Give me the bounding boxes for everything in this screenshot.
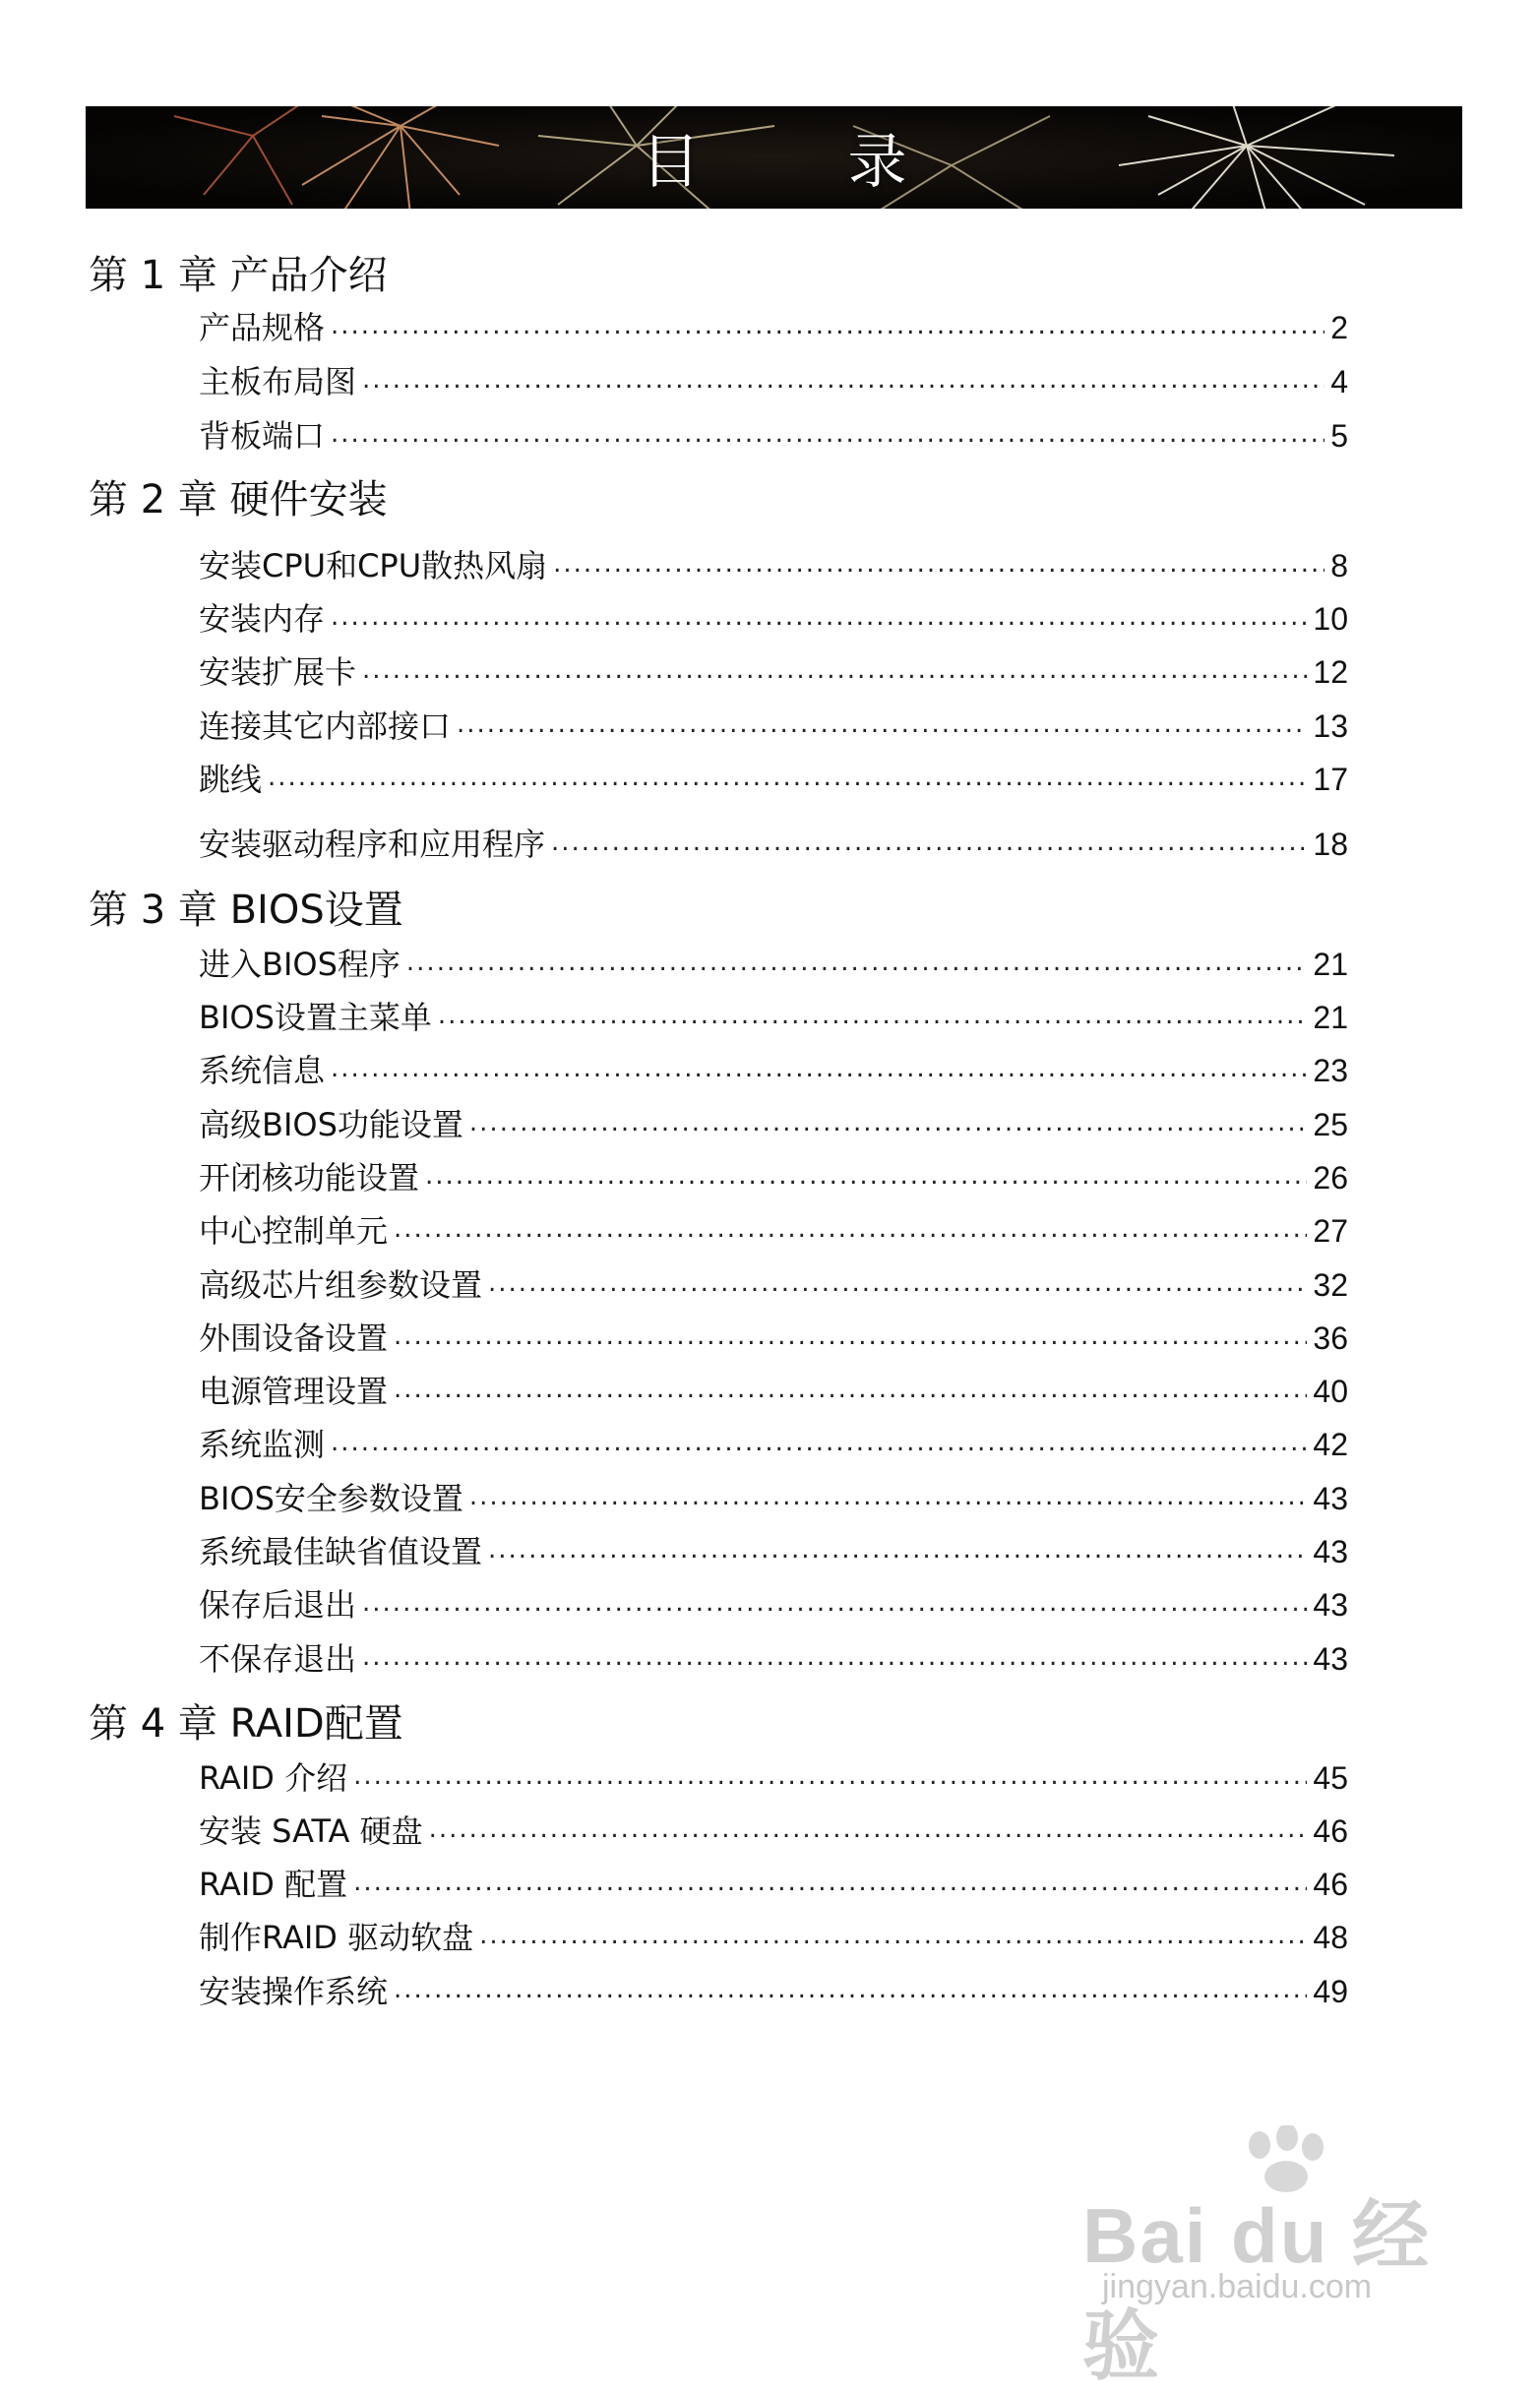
- baidu-jingyan-watermark: [1082, 2125, 1476, 2389]
- toc-entry[interactable]: [199, 1527, 1348, 1572]
- chapter-heading: 第 4 章 RAID配置: [89, 1701, 403, 1747]
- dot-leader: [551, 824, 1307, 855]
- toc-entry-label: BIOS设置主菜单: [199, 999, 432, 1036]
- toc-page-number: 36: [1313, 1320, 1348, 1356]
- toc-entry-label: 开闭核功能设置: [199, 1159, 420, 1197]
- toc-entry-label: 系统最佳缺省值设置: [199, 1533, 483, 1570]
- toc-page-number: 42: [1313, 1427, 1348, 1462]
- toc-entry-label: 中心控制单元: [199, 1212, 389, 1250]
- watermark-url: jingyan.baidu.com: [1102, 2268, 1373, 2305]
- toc-entry[interactable]: [199, 1967, 1348, 2012]
- toc-entry-label: 进入BIOS程序: [199, 946, 400, 983]
- dot-leader: [362, 1638, 1307, 1670]
- toc-page-number: 27: [1313, 1213, 1348, 1249]
- toc-entry-label: 安装操作系统: [199, 1973, 389, 2010]
- toc-entry-label: 跳线: [199, 761, 263, 798]
- toc-page-number: 8: [1330, 548, 1348, 583]
- toc-entry[interactable]: [199, 1634, 1348, 1680]
- toc-page-number: 49: [1313, 1974, 1348, 2009]
- toc-entry-label: 外围设备设置: [199, 1320, 389, 1357]
- dot-leader: [331, 1424, 1307, 1455]
- toc-page-number: 43: [1313, 1641, 1348, 1677]
- dot-leader: [331, 415, 1324, 447]
- toc-entry[interactable]: [199, 1260, 1348, 1306]
- toc-entry[interactable]: [199, 594, 1348, 640]
- toc-entry-label: 保存后退出: [199, 1586, 357, 1624]
- dot-leader: [331, 1050, 1307, 1081]
- toc-page-number: 23: [1313, 1053, 1348, 1088]
- toc-entry-label: 系统信息: [199, 1052, 326, 1089]
- toc-entry-label: 安装 SATA 硬盘: [199, 1812, 423, 1850]
- toc-entry[interactable]: [199, 1314, 1348, 1359]
- toc-entry[interactable]: [199, 647, 1348, 693]
- dot-leader: [353, 1864, 1307, 1895]
- chapter-heading: 第 3 章 BIOS设置: [89, 888, 403, 933]
- dot-leader: [406, 944, 1308, 975]
- dot-leader: [457, 706, 1307, 737]
- toc-page-number: 43: [1313, 1481, 1348, 1516]
- toc-entry[interactable]: [199, 940, 1348, 985]
- dot-leader: [438, 997, 1308, 1028]
- toc-entry[interactable]: [199, 1753, 1348, 1799]
- toc-page-number: 25: [1313, 1107, 1348, 1142]
- chapter-heading: 第 2 章 硬件安装: [89, 477, 388, 522]
- title-char-right: 录: [847, 128, 907, 197]
- toc-entry-label: 不保存退出: [199, 1640, 357, 1678]
- toc-page-number: 4: [1330, 364, 1348, 399]
- dot-leader: [268, 759, 1307, 790]
- watermark-brand: Bai du 经验: [1082, 2192, 1432, 2389]
- toc-entry[interactable]: [199, 1474, 1348, 1519]
- toc-entry-label: RAID 介绍: [199, 1759, 348, 1797]
- toc-page-number: 12: [1313, 654, 1348, 690]
- page-title: [86, 106, 1462, 209]
- toc-entry[interactable]: [199, 1367, 1348, 1412]
- toc-page-number: 18: [1313, 827, 1348, 862]
- toc-entry-label: 高级芯片组参数设置: [199, 1266, 483, 1304]
- toc-entry-label: 系统监测: [199, 1426, 326, 1463]
- dot-leader: [553, 545, 1324, 577]
- toc-entry[interactable]: [199, 1420, 1348, 1465]
- toc-entry-label: 连接其它内部接口: [199, 707, 452, 745]
- dot-leader: [394, 1318, 1307, 1349]
- toc-entry[interactable]: [199, 357, 1348, 402]
- dot-leader: [488, 1264, 1307, 1296]
- toc-entry-label: 安装扩展卡: [199, 653, 357, 691]
- toc-page-number: 2: [1330, 310, 1348, 345]
- toc-entry[interactable]: [199, 755, 1348, 800]
- toc-page-number: 46: [1313, 1867, 1348, 1902]
- toc-entry-label: 电源管理设置: [199, 1373, 389, 1410]
- toc-page-number: 21: [1313, 947, 1348, 982]
- toc-page-number: 46: [1313, 1813, 1348, 1849]
- toc-entry-label: 制作RAID 驱动软盘: [199, 1919, 474, 1956]
- toc-page-number: 32: [1313, 1267, 1348, 1303]
- toc-entry[interactable]: [199, 303, 1348, 348]
- toc-entry[interactable]: [199, 1807, 1348, 1852]
- toc-entry[interactable]: [199, 1860, 1348, 1905]
- dot-leader: [353, 1757, 1307, 1789]
- toc-entry[interactable]: [199, 993, 1348, 1038]
- toc-entry[interactable]: [199, 411, 1348, 457]
- dot-leader: [469, 1478, 1308, 1509]
- chapter-heading: 第 1 章 产品介绍: [89, 253, 388, 298]
- dot-leader: [362, 361, 1324, 393]
- toc-entry[interactable]: [199, 1100, 1348, 1145]
- dot-leader: [394, 1210, 1307, 1242]
- dot-leader: [394, 1971, 1307, 2002]
- toc-page-number: 40: [1313, 1374, 1348, 1409]
- toc-page-number: 21: [1313, 1000, 1348, 1035]
- toc-entry[interactable]: [199, 820, 1348, 865]
- toc-page-number: 43: [1313, 1587, 1348, 1623]
- toc-entry[interactable]: [199, 1206, 1348, 1252]
- toc-page-number: 13: [1313, 708, 1348, 744]
- toc-page-number: 26: [1313, 1160, 1348, 1196]
- toc-entry-label: 安装内存: [199, 600, 326, 638]
- toc-entry-label: 安装驱动程序和应用程序: [199, 826, 546, 863]
- toc-page-number: 45: [1313, 1760, 1348, 1796]
- dot-leader: [362, 1584, 1307, 1616]
- dot-leader: [394, 1371, 1307, 1402]
- toc-entry[interactable]: [199, 1580, 1348, 1626]
- toc-entry[interactable]: [199, 1046, 1348, 1091]
- toc-page-number: 17: [1313, 762, 1348, 797]
- dot-leader: [362, 651, 1307, 683]
- dot-leader: [479, 1917, 1307, 1948]
- toc-entry[interactable]: [199, 541, 1348, 586]
- toc-entry-label: 安装CPU和CPU散热风扇: [199, 547, 548, 584]
- dot-leader: [429, 1811, 1308, 1842]
- dot-leader: [425, 1157, 1307, 1189]
- toc-entry-label: 产品规格: [199, 309, 326, 346]
- toc-page-number: 48: [1313, 1920, 1348, 1955]
- toc-entry[interactable]: [199, 702, 1348, 747]
- dot-leader: [469, 1104, 1308, 1136]
- dot-leader: [331, 307, 1324, 338]
- toc-page-number: 5: [1330, 418, 1348, 454]
- toc-entry-label: 高级BIOS功能设置: [199, 1106, 463, 1143]
- toc-page-number: 43: [1313, 1534, 1348, 1569]
- dot-leader: [488, 1531, 1307, 1563]
- toc-entry-label: 主板布局图: [199, 363, 357, 400]
- toc-page-number: 10: [1313, 601, 1348, 637]
- toc-entry-label: BIOS安全参数设置: [199, 1480, 463, 1517]
- dot-leader: [331, 598, 1307, 630]
- toc-entry-label: RAID 配置: [199, 1866, 348, 1903]
- title-char-left: 目: [641, 128, 701, 197]
- toc-entry-label: 背板端口: [199, 417, 326, 455]
- toc-entry[interactable]: [199, 1153, 1348, 1198]
- toc-entry[interactable]: [199, 1913, 1348, 1958]
- title-banner: [86, 106, 1462, 209]
